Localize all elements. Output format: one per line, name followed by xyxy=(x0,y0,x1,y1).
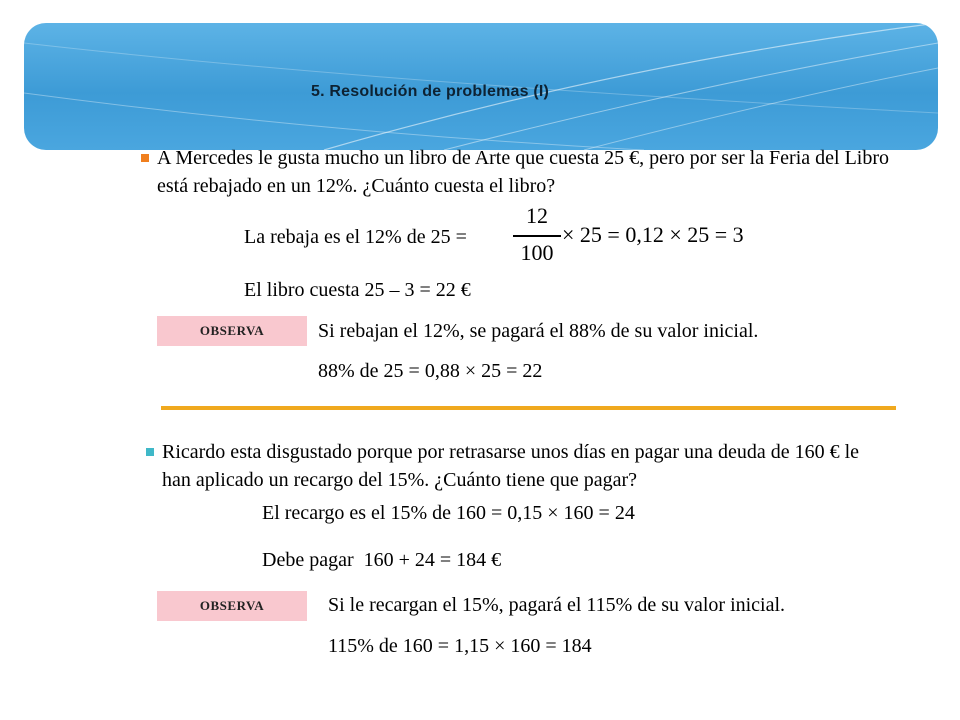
observa-label-1: OBSERVA xyxy=(157,316,307,346)
problem2-observa-text: Si le recargan el 15%, pagará el 115% de su valor inicial. xyxy=(328,594,786,616)
section-divider xyxy=(161,406,896,410)
problem1-step2: El libro cuesta 25 – 3 = 22 € xyxy=(244,279,471,301)
fraction-numerator: 12 xyxy=(526,203,548,228)
problem2-observa-calc: 115% de 160 = 1,15 × 160 = 184 xyxy=(328,635,592,657)
problem1-step1-rest: × 25 = 0,12 × 25 = 3 xyxy=(562,222,744,247)
problem2-step1: El recargo es el 15% de 160 = 0,15 × 160 = 24 xyxy=(262,502,635,524)
problem1-observa-calc: 88% de 25 = 0,88 × 25 = 22 xyxy=(318,360,543,382)
header-banner xyxy=(24,23,938,150)
problem1-observa-text: Si rebajan el 12%, se pagará el 88% de su valor inicial. xyxy=(318,320,759,342)
observa-label-2: OBSERVA xyxy=(157,591,307,621)
page-title: 5. Resolución de problemas (I) xyxy=(311,83,550,100)
bullet-square-icon xyxy=(146,448,154,456)
problem2-text: Ricardo esta disgustado porque por retrasarse unos días en pagar una deuda de 160 € le han aplicado un recargo del 15%. ¿Cuánto tiene que pagar? xyxy=(162,441,860,491)
fraction-bar xyxy=(513,235,561,237)
problem1-text: A Mercedes le gusta mucho un libro de Arte que cuesta 25 €, pero por ser la Feria del Libro está rebajado en un 12%. ¿Cuánto cuesta el libro? xyxy=(157,147,890,197)
problem2-step2: Debe pagar 160 + 24 = 184 € xyxy=(262,549,502,571)
fraction-denominator: 100 xyxy=(520,240,554,265)
bullet-square-icon xyxy=(141,154,149,162)
problem1-step1-prefix: La rebaja es el 12% de 25 = xyxy=(244,226,467,248)
